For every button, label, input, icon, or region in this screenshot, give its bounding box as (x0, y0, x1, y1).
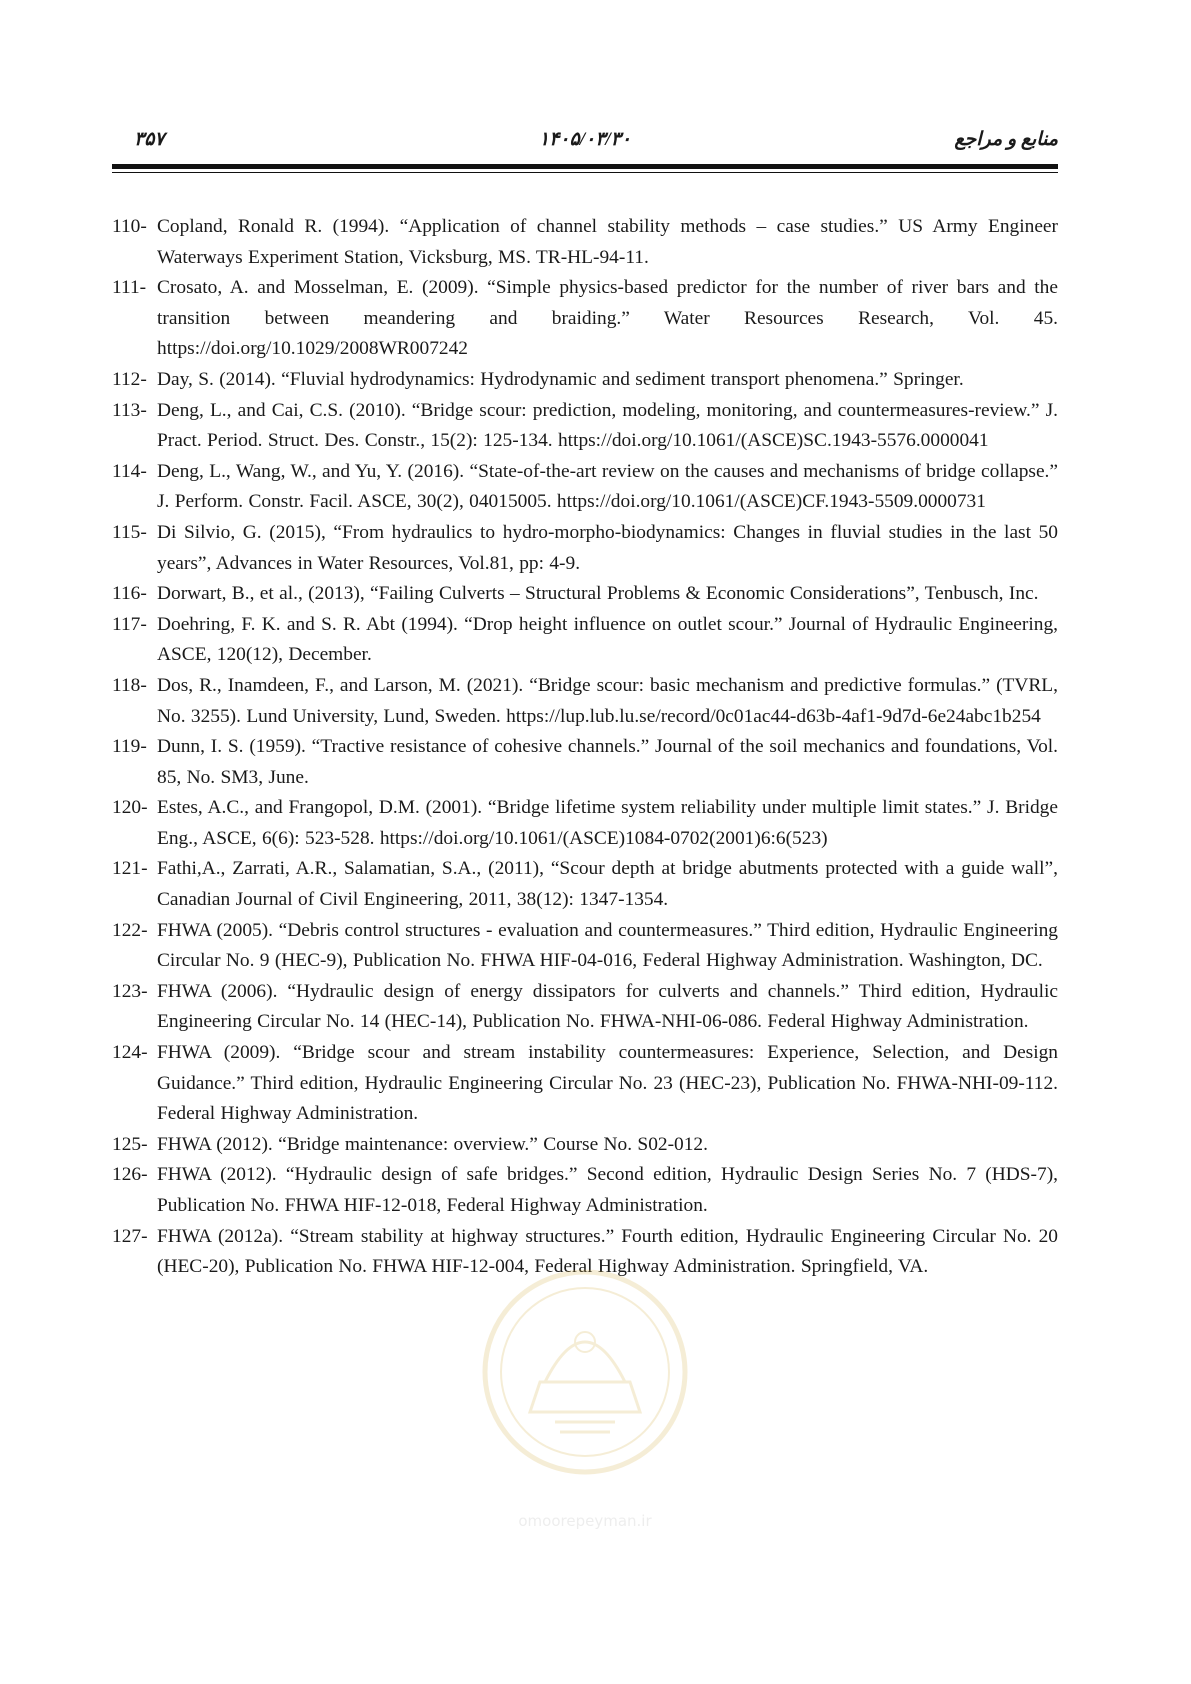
reference-115 (112, 518, 1058, 579)
reference-number: 123- (112, 980, 148, 1002)
watermark (470, 1262, 700, 1542)
reference-number: 122- (112, 919, 148, 941)
reference-text: Dorwart, B., et al., (2013), “Failing Culverts – Structural Problems & Economic Considerations”, Tenbusch, Inc. (157, 583, 1039, 605)
reference-text: Copland, Ronald R. (1994). “Application of channel stability methods – case studies.” US Army Engineer Waterways Experiment Station, Vicksburg, MS. TR-HL-94-11. (157, 216, 1058, 268)
reference-number: 114- (112, 460, 147, 482)
reference-112 (112, 365, 1058, 396)
reference-number: 125- (112, 1133, 148, 1155)
reference-text: Dunn, I. S. (1959). “Tractive resistance of cohesive channels.” Journal of the soil mechanics and foundations, Vol. 85, No. SM3, June. (157, 736, 1058, 788)
reference-text: Dos, R., Inamdeen, F., and Larson, M. (2021). “Bridge scour: basic mechanism and predictive formulas.” (TVRL, No. 3255). Lund University, Lund, Sweden. https://lup.lub.lu.se/record/0c01ac44-d63b-4af1-9d7d-6e24abc1b254 (157, 674, 1058, 727)
reference-118 (112, 671, 1058, 732)
reference-113 (112, 396, 1058, 457)
reference-126 (112, 1160, 1058, 1221)
reference-122 (112, 916, 1058, 977)
reference-125 (112, 1130, 1058, 1161)
section-title: منابع و مراجع (954, 129, 1058, 150)
reference-116 (112, 579, 1058, 610)
reference-text: FHWA (2006). “Hydraulic design of energy dissipators for culverts and channels.” Third edition, Hydraulic Engineering Circular No. 14 (HEC-14), Publication No. FHWA-NHI-06-086. Federal Highway Administration. (157, 980, 1058, 1033)
reference-119 (112, 732, 1058, 793)
reference-text: Day, S. (2014). “Fluvial hydrodynamics: Hydrodynamic and sediment transport phenomena.” Springer. (157, 368, 964, 390)
reference-117 (112, 610, 1058, 671)
reference-111 (112, 273, 1058, 365)
reference-text: Deng, L., Wang, W., and Yu, Y. (2016). “State-of-the-art review on the causes and mechanisms of bridge collapse.” J. Perform. Constr. Facil. ASCE, 30(2), 04015005. https://doi.org/10.1061/(ASCE)CF.1943-5509.0000731 (157, 460, 1058, 513)
reference-number: 116- (112, 583, 147, 605)
reference-text: Fathi,A., Zarrati, A.R., Salamatian, S.A., (2011), “Scour depth at bridge abutments protected with a guide wall”, Canadian Journal of Civil Engineering, 2011, 38(12): 1347-1354. (157, 858, 1058, 911)
reference-number: 126- (112, 1164, 148, 1186)
reference-127 (112, 1222, 1058, 1283)
watermark-seal-icon (470, 1262, 700, 1512)
reference-number: 118- (112, 674, 147, 696)
reference-text: Doehring, F. K. and S. R. Abt (1994). “Drop height influence on outlet scour.” Journal of Hydraulic Engineering, ASCE, 120(12), December. (157, 613, 1058, 666)
reference-list (112, 212, 1058, 1283)
reference-124 (112, 1038, 1058, 1130)
reference-text: Crosato, A. and Mosselman, E. (2009). “Simple physics-based predictor for the number of river bars and the transition between meandering and braiding.” Water Resources Research, Vol. 45. https://doi.org/10.1029/2008WR007242 (157, 277, 1058, 360)
reference-number: 117- (112, 613, 147, 635)
reference-110 (112, 212, 1058, 273)
page-header (112, 128, 1058, 158)
reference-text: Deng, L., and Cai, C.S. (2010). “Bridge scour: prediction, modeling, monitoring, and countermeasures-review.” J. Pract. Period. Struct. Des. Constr., 15(2): 125-134. https://doi.org/10.1061/(ASCE)SC.1943-5576.0000041 (157, 399, 1058, 452)
reference-121 (112, 854, 1058, 915)
reference-number: 113- (112, 399, 147, 421)
reference-number: 119- (112, 736, 147, 758)
reference-text: Di Silvio, G. (2015), “From hydraulics to hydro-morpho-biodynamics: Changes in fluvial studies in the last 50 years”, Advances in Water Resources, Vol.81, pp: 4-9. (157, 521, 1058, 574)
reference-text: Estes, A.C., and Frangopol, D.M. (2001). “Bridge lifetime system reliability under multiple limit states.” J. Bridge Eng., ASCE, 6(6): 523-528. https://doi.org/10.1061/(ASCE)1084-0702(2001)6:6(523) (157, 797, 1058, 849)
reference-number: 124- (112, 1042, 148, 1064)
reference-text: FHWA (2009). “Bridge scour and stream instability countermeasures: Experience, Selection, and Design Guidance.” Third edition, Hydraulic Engineering Circular No. 23 (HEC-23), Publication No. FHWA-NHI-09-112. Federal Highway Administration. (157, 1042, 1058, 1125)
reference-text: FHWA (2012). “Hydraulic design of safe bridges.” Second edition, Hydraulic Design Series No. 7 (HDS-7), Publication No. FHWA HIF-12-018, Federal Highway Administration. (157, 1164, 1058, 1216)
reference-number: 127- (112, 1225, 148, 1247)
reference-text: FHWA (2012a). “Stream stability at highway structures.” Fourth edition, Hydraulic Engineering Circular No. 20 (HEC-20), Publication No. FHWA HIF-12-004, Federal Highway Administration. Springfield, VA. (157, 1225, 1058, 1278)
reference-number: 120- (112, 797, 148, 819)
reference-number: 115- (112, 521, 147, 543)
watermark-site: omoorepeyman.ir (518, 1512, 652, 1530)
reference-text: FHWA (2005). “Debris control structures - evaluation and countermeasures.” Third edition, Hydraulic Engineering Circular No. 9 (HEC-9), Publication No. FHWA HIF-04-016, Federal Highway Administration. Washington, DC. (157, 919, 1058, 972)
reference-number: 112- (112, 368, 147, 390)
reference-text: FHWA (2012). “Bridge maintenance: overview.” Course No. S02-012. (157, 1133, 708, 1155)
reference-114 (112, 457, 1058, 518)
reference-120 (112, 793, 1058, 854)
header-rule-thick (112, 164, 1058, 169)
header-rule-thin (112, 172, 1058, 173)
reference-123 (112, 977, 1058, 1038)
header-date: ۱۴۰۵/۰۳/۳۰ (538, 129, 632, 150)
page-number: ۳۵۷ (134, 129, 165, 150)
reference-number: 111- (112, 277, 147, 299)
reference-number: 121- (112, 858, 148, 880)
reference-number: 110- (112, 216, 147, 237)
